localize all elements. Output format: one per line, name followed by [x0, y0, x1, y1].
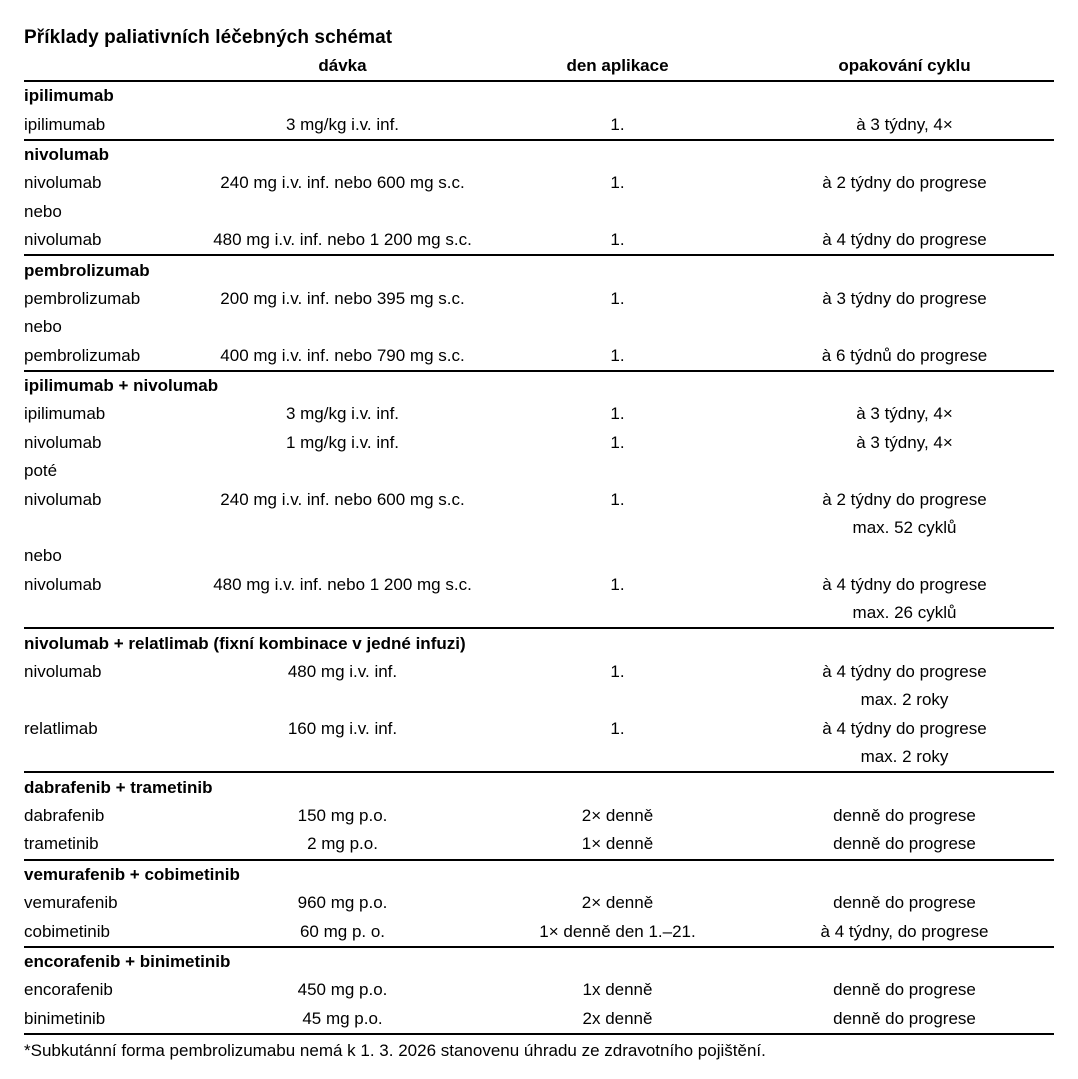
- cycle-cell: max. 52 cyklů: [852, 518, 957, 538]
- continuation-row: [24, 599, 1054, 627]
- day-cell: 1.: [610, 230, 625, 250]
- day-cell: 2× denně: [581, 893, 654, 913]
- drug-name-cell: pembrolizumab: [24, 345, 141, 365]
- section-header-row: [24, 773, 1054, 801]
- drug-name-cell: pembrolizumab: [24, 288, 141, 308]
- drug-row: [24, 571, 1054, 599]
- table-body: [24, 82, 1054, 1035]
- day-cell: 1.: [610, 114, 625, 134]
- table-section: [24, 82, 1054, 141]
- drug-name-cell: nivolumab: [24, 432, 102, 452]
- cycle-cell: à 4 týdny do progrese: [822, 662, 987, 681]
- dose-cell: 150 mg p.o.: [297, 805, 388, 825]
- day-cell: 1× denně: [581, 834, 654, 854]
- table-header-row: [24, 51, 1054, 82]
- dose-cell: 3 mg/kg i.v. inf.: [285, 404, 400, 424]
- drug-row: [24, 110, 1054, 138]
- connector-label: nebo: [24, 546, 62, 566]
- table-section: [24, 948, 1054, 1035]
- cycle-cell: max. 2 roky: [860, 747, 949, 767]
- dose-cell: 480 mg i.v. inf. nebo 1 200 mg s.c.: [213, 230, 472, 250]
- day-cell: 1x denně: [582, 980, 653, 1000]
- cycle-cell: à 4 týdny do progrese: [822, 230, 987, 250]
- section-header-label: ipilimumab: [24, 86, 114, 106]
- drug-row: [24, 830, 1054, 858]
- connector-label: nebo: [24, 317, 62, 337]
- day-cell: 1.: [610, 662, 625, 681]
- dose-cell: 160 mg i.v. inf.: [287, 718, 398, 738]
- table-section: [24, 256, 1054, 372]
- drug-row: [24, 1005, 1054, 1033]
- section-header-label: encorafenib + binimetinib: [24, 951, 231, 971]
- day-cell: 1.: [610, 288, 625, 308]
- cycle-cell: max. 26 cyklů: [852, 603, 957, 623]
- dose-cell: 450 mg p.o.: [297, 980, 388, 1000]
- section-header-label: nivolumab + relatlimab (fixní kombinace v jedné infuzi): [24, 633, 466, 653]
- connector-label: poté: [24, 461, 58, 481]
- cycle-cell: max. 2 roky: [860, 690, 949, 710]
- drug-row: [24, 889, 1054, 917]
- dose-cell: 2 mg p.o.: [307, 834, 378, 854]
- drug-row: [24, 715, 1054, 743]
- day-cell: 1.: [610, 345, 625, 365]
- drug-name-cell: nivolumab: [24, 662, 102, 681]
- connector-row: [24, 313, 1054, 341]
- drug-name-cell: nivolumab: [24, 173, 102, 193]
- day-cell: 1.: [610, 404, 625, 424]
- section-header-row: [24, 948, 1054, 976]
- cycle-cell: à 3 týdny, 4×: [856, 114, 953, 134]
- section-header-row: [24, 141, 1054, 169]
- cycle-cell: denně do progrese: [833, 980, 976, 1000]
- dose-cell: 45 mg p.o.: [302, 1008, 383, 1028]
- dose-cell: 60 mg p. o.: [299, 921, 386, 941]
- cycle-cell: à 4 týdny do progrese: [822, 718, 987, 738]
- section-header-label: pembrolizumab: [24, 260, 150, 280]
- drug-name-cell: relatlimab: [24, 718, 98, 738]
- cycle-cell: à 2 týdny do progrese: [822, 489, 987, 509]
- drug-row: [24, 802, 1054, 830]
- cycle-cell: à 4 týdny, do progrese: [820, 921, 989, 941]
- cycle-cell: à 3 týdny do progrese: [822, 288, 987, 308]
- continuation-row: [24, 514, 1054, 542]
- dose-cell: 960 mg p.o.: [297, 893, 388, 913]
- drug-row: [24, 658, 1054, 686]
- drug-name-cell: nivolumab: [24, 489, 102, 509]
- drug-name-cell: dabrafenib: [24, 805, 105, 825]
- cycle-cell: denně do progrese: [833, 805, 976, 825]
- dose-cell: 240 mg i.v. inf. nebo 600 mg s.c.: [220, 173, 465, 193]
- column-header-day: den aplikace: [566, 55, 669, 75]
- column-header-dose: dávka: [318, 55, 367, 75]
- cycle-cell: à 3 týdny, 4×: [856, 432, 953, 452]
- table-section: [24, 861, 1054, 948]
- cycle-cell: denně do progrese: [833, 1008, 976, 1028]
- drug-row: [24, 169, 1054, 197]
- drug-name-cell: nivolumab: [24, 574, 102, 594]
- section-header-label: nivolumab: [24, 144, 110, 164]
- drug-name-cell: encorafenib: [24, 980, 113, 1000]
- day-cell: 1.: [610, 173, 625, 193]
- dose-cell: 240 mg i.v. inf. nebo 600 mg s.c.: [220, 489, 465, 509]
- drug-row: [24, 976, 1054, 1004]
- day-cell: 1.: [610, 489, 625, 509]
- drug-row: [24, 429, 1054, 457]
- footnote: *Subkutánní forma pembrolizumabu nemá k 1. 3. 2026 stanovenu úhradu ze zdravotního pojištění.: [24, 1040, 766, 1060]
- connector-row: [24, 542, 1054, 570]
- section-header-row: [24, 861, 1054, 889]
- table-section: [24, 773, 1054, 860]
- dose-cell: 1 mg/kg i.v. inf.: [285, 432, 400, 452]
- cycle-cell: denně do progrese: [833, 893, 976, 913]
- drug-name-cell: trametinib: [24, 834, 99, 854]
- cycle-cell: à 2 týdny do progrese: [822, 173, 987, 193]
- table-section: [24, 372, 1054, 630]
- dose-cell: 400 mg i.v. inf. nebo 790 mg s.c.: [220, 345, 465, 365]
- drug-name-cell: binimetinib: [24, 1008, 106, 1028]
- drug-name-cell: cobimetinib: [24, 921, 110, 941]
- column-header-cycle: opakování cyklu: [838, 55, 971, 75]
- dose-cell: 480 mg i.v. inf.: [287, 662, 398, 681]
- drug-row: [24, 342, 1054, 370]
- drug-row: [24, 285, 1054, 313]
- page-title: Příklady paliativních léčebných schémat: [24, 27, 393, 48]
- dose-cell: 3 mg/kg i.v. inf.: [285, 114, 400, 134]
- cycle-cell: denně do progrese: [833, 834, 976, 854]
- drug-name-cell: ipilimumab: [24, 404, 106, 424]
- connector-row: [24, 198, 1054, 226]
- drug-name-cell: vemurafenib: [24, 893, 118, 913]
- day-cell: 2x denně: [582, 1008, 653, 1028]
- day-cell: 1.: [610, 718, 625, 738]
- cycle-cell: à 4 týdny do progrese: [822, 574, 987, 594]
- section-header-row: [24, 256, 1054, 284]
- section-header-label: ipilimumab + nivolumab: [24, 376, 219, 396]
- drug-name-cell: nivolumab: [24, 230, 102, 250]
- table-section: [24, 141, 1054, 257]
- continuation-row: [24, 686, 1054, 714]
- section-header-label: dabrafenib + trametinib: [24, 777, 213, 797]
- dose-cell: 480 mg i.v. inf. nebo 1 200 mg s.c.: [213, 574, 472, 594]
- section-header-label: vemurafenib + cobimetinib: [24, 864, 240, 884]
- drug-row: [24, 400, 1054, 428]
- cycle-cell: à 6 týdnů do progrese: [821, 345, 988, 365]
- cycle-cell: à 3 týdny, 4×: [856, 404, 953, 424]
- continuation-row: [24, 743, 1054, 771]
- drug-row: [24, 917, 1054, 945]
- day-cell: 1× denně den 1.–21.: [539, 921, 696, 941]
- day-cell: 2× denně: [581, 805, 654, 825]
- connector-row: [24, 457, 1054, 485]
- table-section: [24, 629, 1054, 773]
- connector-label: nebo: [24, 201, 62, 221]
- dose-cell: 200 mg i.v. inf. nebo 395 mg s.c.: [220, 288, 465, 308]
- section-header-row: [24, 82, 1054, 110]
- drug-row: [24, 226, 1054, 254]
- drug-row: [24, 485, 1054, 513]
- day-cell: 1.: [610, 432, 625, 452]
- section-header-row: [24, 372, 1054, 400]
- day-cell: 1.: [610, 574, 625, 594]
- section-header-row: [24, 629, 1054, 657]
- drug-name-cell: ipilimumab: [24, 114, 106, 134]
